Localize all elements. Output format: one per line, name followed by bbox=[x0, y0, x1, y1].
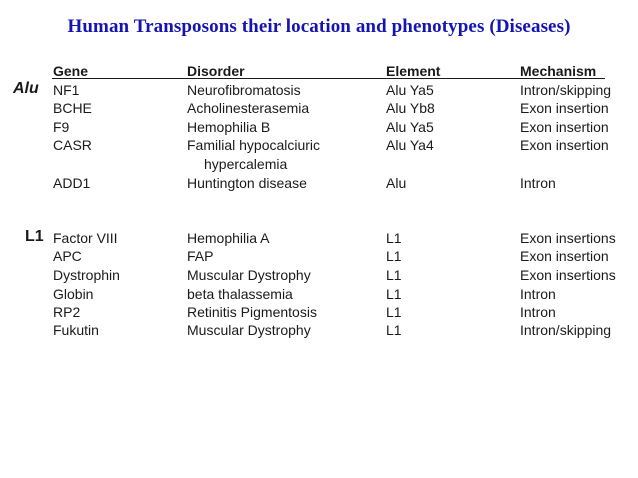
table-cell-disorder: Retinitis Pigmentosis bbox=[187, 304, 317, 320]
table-cell-gene: APC bbox=[53, 248, 82, 264]
table-cell-element: L1 bbox=[386, 248, 402, 264]
table-cell-element: L1 bbox=[386, 286, 402, 302]
table-cell-gene: Fukutin bbox=[53, 322, 99, 338]
table-cell-gene: Globin bbox=[53, 286, 94, 302]
table-cell-gene: ADD1 bbox=[53, 175, 91, 191]
table-cell-mechanism: Intron/skipping bbox=[520, 322, 612, 338]
group-label-l1: L1 bbox=[25, 228, 44, 245]
table-cell-disorder: Acholinesterasemia bbox=[187, 100, 310, 116]
table-cell-gene: NF1 bbox=[53, 82, 80, 98]
table-cell-gene: CASR bbox=[53, 137, 92, 153]
table-cell-mechanism: Intron/skipping bbox=[520, 82, 612, 98]
table-cell-element: Alu Ya5 bbox=[386, 82, 434, 98]
table-cell-disorder: FAP bbox=[187, 248, 214, 264]
column-header-gene: Gene bbox=[53, 63, 89, 79]
table-cell-disorder: Hemophilia B bbox=[187, 119, 271, 135]
table-cell-disorder: Huntington disease bbox=[187, 175, 307, 191]
table-cell-mechanism: Exon insertion bbox=[520, 248, 609, 264]
table-cell-mechanism: Exon insertion bbox=[520, 137, 609, 153]
table-cell-mechanism: Exon insertions bbox=[520, 230, 616, 246]
group-label-alu: Alu bbox=[13, 80, 39, 97]
table-cell-disorder: Familial hypocalciuric bbox=[187, 137, 321, 153]
table-cell-disorder: beta thalassemia bbox=[187, 286, 293, 302]
header-divider bbox=[52, 78, 605, 79]
table-cell-gene: RP2 bbox=[53, 304, 81, 320]
table-cell-element: L1 bbox=[386, 304, 402, 320]
slide-title: Human Transposons their location and phenotypes (Diseases) bbox=[67, 16, 571, 37]
table-cell-mechanism: Exon insertion bbox=[520, 100, 609, 116]
column-header-disorder: Disorder bbox=[187, 63, 245, 79]
table-cell-mechanism: Intron bbox=[520, 304, 556, 320]
table-cell-gene: Factor VIII bbox=[53, 230, 118, 246]
table-cell-element: Alu Yb8 bbox=[386, 100, 435, 116]
table-cell-gene: Dystrophin bbox=[53, 267, 120, 283]
table-cell-disorder: Muscular Dystrophy bbox=[187, 267, 311, 283]
table-cell-element: L1 bbox=[386, 322, 402, 338]
table-cell-mechanism: Intron bbox=[520, 286, 556, 302]
table-cell-mechanism: Exon insertions bbox=[520, 267, 616, 283]
table-cell-mechanism: Intron bbox=[520, 175, 556, 191]
table-cell-disorder-continuation: hypercalemia bbox=[204, 156, 288, 172]
table-cell-element: Alu Ya5 bbox=[386, 119, 434, 135]
table-cell-disorder: Muscular Dystrophy bbox=[187, 322, 311, 338]
table-cell-gene: F9 bbox=[53, 119, 70, 135]
table-cell-disorder: Neurofibromatosis bbox=[187, 82, 301, 98]
column-header-element: Element bbox=[386, 63, 441, 79]
table-cell-gene: BCHE bbox=[53, 100, 92, 116]
table-cell-element: L1 bbox=[386, 267, 402, 283]
table-cell-mechanism: Exon insertion bbox=[520, 119, 609, 135]
table-cell-disorder: Hemophilia A bbox=[187, 230, 270, 246]
table-cell-element: L1 bbox=[386, 230, 402, 246]
table-cell-element: Alu Ya4 bbox=[386, 137, 434, 153]
column-header-mechanism: Mechanism bbox=[520, 63, 597, 79]
table-cell-element: Alu bbox=[386, 175, 407, 191]
